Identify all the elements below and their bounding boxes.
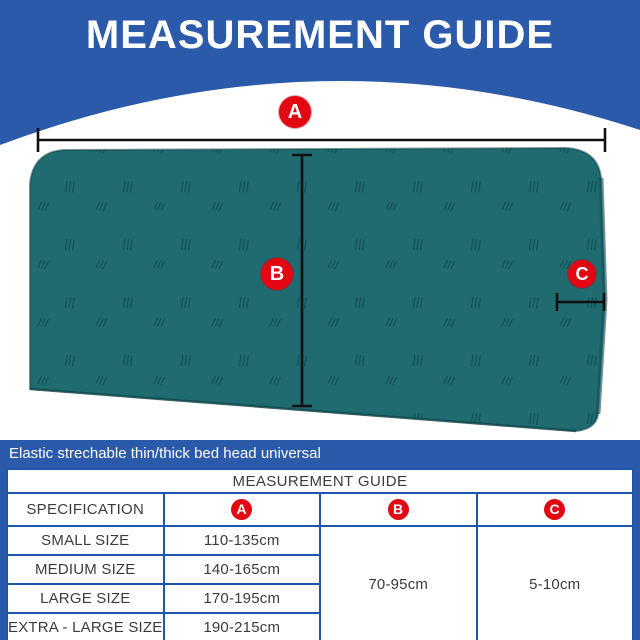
spec-header: SPECIFICATION — [7, 493, 164, 526]
col-header-a — [164, 493, 321, 526]
size-a-value: 140-165cm — [164, 555, 321, 584]
dimension-badge-a: A — [279, 96, 311, 128]
dimension-badge-b: B — [261, 258, 293, 290]
size-label: EXTRA - LARGE SIZE — [7, 613, 164, 640]
size-label: LARGE SIZE — [7, 584, 164, 613]
size-label: SMALL SIZE — [7, 526, 164, 555]
size-table — [6, 468, 634, 640]
table-title: MEASUREMENT GUIDE — [7, 469, 633, 493]
col-c-badge: C — [544, 499, 565, 520]
headboard-fabric-texture — [30, 148, 605, 431]
size-a-value: 110-135cm — [164, 526, 321, 555]
footer-section — [0, 440, 640, 640]
product-note: Elastic strechable thin/thick bed head universal — [9, 445, 321, 462]
col-a-badge: A — [231, 499, 252, 520]
size-b-value: 70-95cm — [320, 526, 477, 640]
col-b-badge: B — [388, 499, 409, 520]
table-title-row — [7, 469, 633, 493]
table-header-row — [7, 493, 633, 526]
page-title: MEASUREMENT GUIDE — [85, 13, 555, 57]
size-a-value: 190-215cm — [164, 613, 321, 640]
size-a-value: 170-195cm — [164, 584, 321, 613]
col-header-c — [477, 493, 634, 526]
col-header-b — [320, 493, 477, 526]
table-row — [7, 526, 633, 555]
dimension-badge-c: C — [568, 260, 596, 288]
size-label: MEDIUM SIZE — [7, 555, 164, 584]
size-c-value: 5-10cm — [477, 526, 634, 640]
headboard-illustration — [30, 148, 605, 431]
